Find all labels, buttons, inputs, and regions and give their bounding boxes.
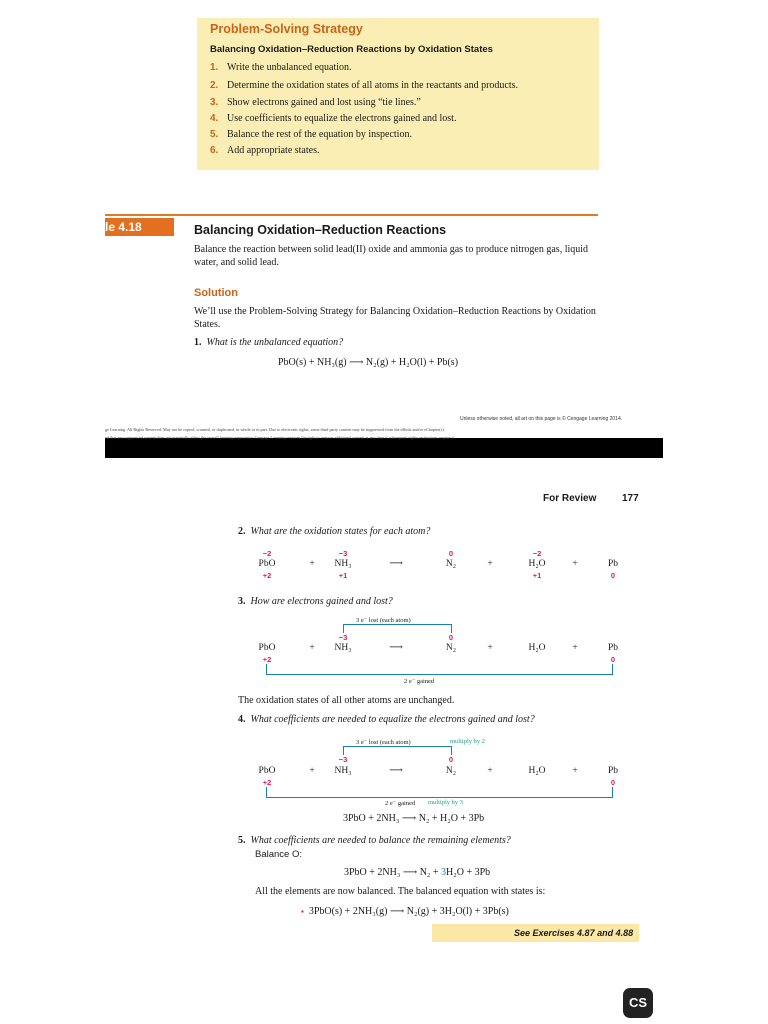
equation-step-5: 3PbO + 2NH₃ ⟶ N₂ + 3H₂O + 3Pb: [344, 867, 491, 878]
electrons-lost-label: 3 e⁻ lost (each atom): [356, 617, 411, 624]
strategy-step: 2. Determine the oxidation states of all atoms in the reactants and products.: [210, 80, 519, 91]
question-2: 2. What are the oxidation states for each atom?: [238, 526, 431, 537]
ox-state-pb: 0: [610, 778, 616, 787]
camscanner-badge: CS: [623, 988, 653, 1018]
equation-step-4: 3PbO + 2NH₃ ⟶ N₂ + H₂O + 3Pb: [343, 813, 485, 824]
tie-line-lost: [343, 746, 344, 755]
tie-line-gained: [612, 787, 613, 797]
species-nh3: NH₃: [334, 643, 352, 653]
plus-sign: +: [572, 643, 578, 653]
species-pbo: PbO: [258, 643, 276, 653]
ox-state-n-nh3: −3: [338, 755, 348, 764]
species-h2o: H₂O: [528, 559, 546, 569]
page-number: 177: [622, 493, 639, 504]
balance-o-label: Balance O:: [255, 849, 302, 860]
electrons-gained-label: 2 e⁻ gained: [404, 678, 435, 685]
tie-line-gained: [266, 787, 267, 797]
species-n2: N₂: [445, 766, 457, 776]
page-divider-band: [105, 438, 663, 458]
ox-state-n2: 0: [448, 755, 454, 764]
ox-state-pb-pbo: +2: [262, 655, 272, 664]
solution-intro: We’ll use the Problem-Solving Strategy for Balancing Oxidation–Reduction Reactions by Oxidation States.: [194, 306, 596, 330]
question-4: 4. What coefficients are needed to equalize the electrons gained and lost?: [238, 714, 535, 725]
strategy-subtitle: Balancing Oxidation–Reduction Reactions by Oxidation States: [210, 44, 493, 55]
species-nh3: NH₃: [334, 766, 352, 776]
plus-sign: +: [309, 643, 315, 653]
strategy-step: 5. Balance the rest of the equation by inspection.: [210, 129, 412, 140]
species-pb: Pb: [607, 643, 619, 653]
ox-state-n2: 0: [448, 633, 454, 642]
plus-sign: +: [487, 559, 493, 569]
tie-line-gained: [266, 674, 613, 675]
ox-state-pb: 0: [610, 571, 616, 580]
ox-state-pb-pbo: +2: [262, 778, 272, 787]
species-pbo: PbO: [258, 766, 276, 776]
tie-line-lost: [451, 624, 452, 633]
plus-sign: +: [487, 643, 493, 653]
ox-state-o-pbo: −2: [262, 549, 272, 558]
plus-sign: +: [572, 766, 578, 776]
ox-state-pb-pbo: +2: [262, 571, 272, 580]
example-tab: le 4.18: [105, 218, 174, 236]
ox-state-n-nh3: −3: [338, 549, 348, 558]
example-rule: [105, 214, 598, 216]
species-h2o: H₂O: [528, 643, 546, 653]
ox-state-n2: 0: [448, 549, 454, 558]
question-1: 1. What is the unbalanced equation?: [194, 337, 344, 348]
see-exercises: See Exercises 4.87 and 4.88: [514, 928, 634, 938]
tie-line-lost: [343, 746, 452, 747]
reaction-arrow: ⟶: [389, 766, 403, 776]
all-balanced-note: All the elements are now balanced. The balanced equation with states is:: [255, 886, 546, 897]
tie-line-lost: [451, 746, 452, 755]
species-n2: N₂: [445, 643, 457, 653]
ox-state-o-h2o: −2: [532, 549, 542, 558]
example-problem: Balance the reaction between solid lead(II) oxide and ammonia gas to produce nitrogen gas, liquid water, and solid lead.: [194, 244, 589, 268]
multiply-by-3: multiply by 3: [428, 799, 464, 806]
plus-sign: +: [572, 559, 578, 569]
question-5: 5. What coefficients are needed to balance the remaining elements?: [238, 835, 511, 846]
tie-line-lost: [343, 624, 344, 633]
ox-state-pb: 0: [610, 655, 616, 664]
tie-line-lost: [343, 624, 452, 625]
fine-print: ed that any suppressed content does not materially affect the overall learning experience. Cengage Learning reserves the right to remove additional content at any time if subsequent rights restrictions require it.: [105, 435, 455, 440]
running-head: For Review: [543, 493, 597, 504]
tie-line-gained: [266, 797, 613, 798]
ox-state-h-h2o: +1: [532, 571, 542, 580]
fine-print: ge Learning. All Rights Reserved. May not be copied, scanned, or duplicated, in whole or in part. Due to electronic rights, some third party content may be suppressed from the eBook and/or eChapter(s).: [105, 427, 445, 432]
species-h2o: H₂O: [528, 766, 546, 776]
species-pb: Pb: [607, 559, 619, 569]
species-nh3: NH₃: [334, 559, 352, 569]
question-3: 3. How are electrons gained and lost?: [238, 596, 393, 607]
strategy-title: Problem-Solving Strategy: [210, 22, 363, 36]
tie-line-gained: [612, 664, 613, 674]
strategy-step: 1. Write the unbalanced equation.: [210, 62, 352, 73]
strategy-step: 3. Show electrons gained and lost using “tie lines.”: [210, 97, 421, 108]
ox-state-n-nh3: −3: [338, 633, 348, 642]
multiply-by-2: multiply by 2: [450, 738, 486, 745]
plus-sign: +: [309, 559, 315, 569]
example-title: Balancing Oxidation–Reduction Reactions: [194, 223, 447, 237]
final-equation: ▪ 3PbO(s) + 2NH₃(g) ⟶ N₂(g) + 3H₂O(l) + 3Pb(s): [301, 906, 509, 917]
solution-label: Solution: [194, 287, 238, 299]
strategy-step: 4. Use coefficients to equalize the electrons gained and lost.: [210, 113, 457, 124]
reaction-arrow: ⟶: [389, 643, 403, 653]
unchanged-note: The oxidation states of all other atoms are unchanged.: [238, 695, 455, 706]
credit-line: Unless otherwise noted, all art on this page is © Cengage Learning 2014.: [460, 416, 623, 422]
plus-sign: +: [487, 766, 493, 776]
electrons-lost-label: 3 e⁻ lost (each atom): [356, 739, 411, 746]
plus-sign: +: [309, 766, 315, 776]
unbalanced-equation: PbO(s) + NH₃(g) ⟶ N₂(g) + H₂O(l) + Pb(s): [278, 357, 459, 368]
species-pbo: PbO: [258, 559, 276, 569]
strategy-step: 6. Add appropriate states.: [210, 145, 320, 156]
reaction-arrow: ⟶: [389, 559, 403, 569]
species-pb: Pb: [607, 766, 619, 776]
electrons-gained-label: 2 e⁻ gained: [385, 800, 416, 807]
species-n2: N₂: [445, 559, 457, 569]
ox-state-h-nh3: +1: [338, 571, 348, 580]
tie-line-gained: [266, 664, 267, 674]
